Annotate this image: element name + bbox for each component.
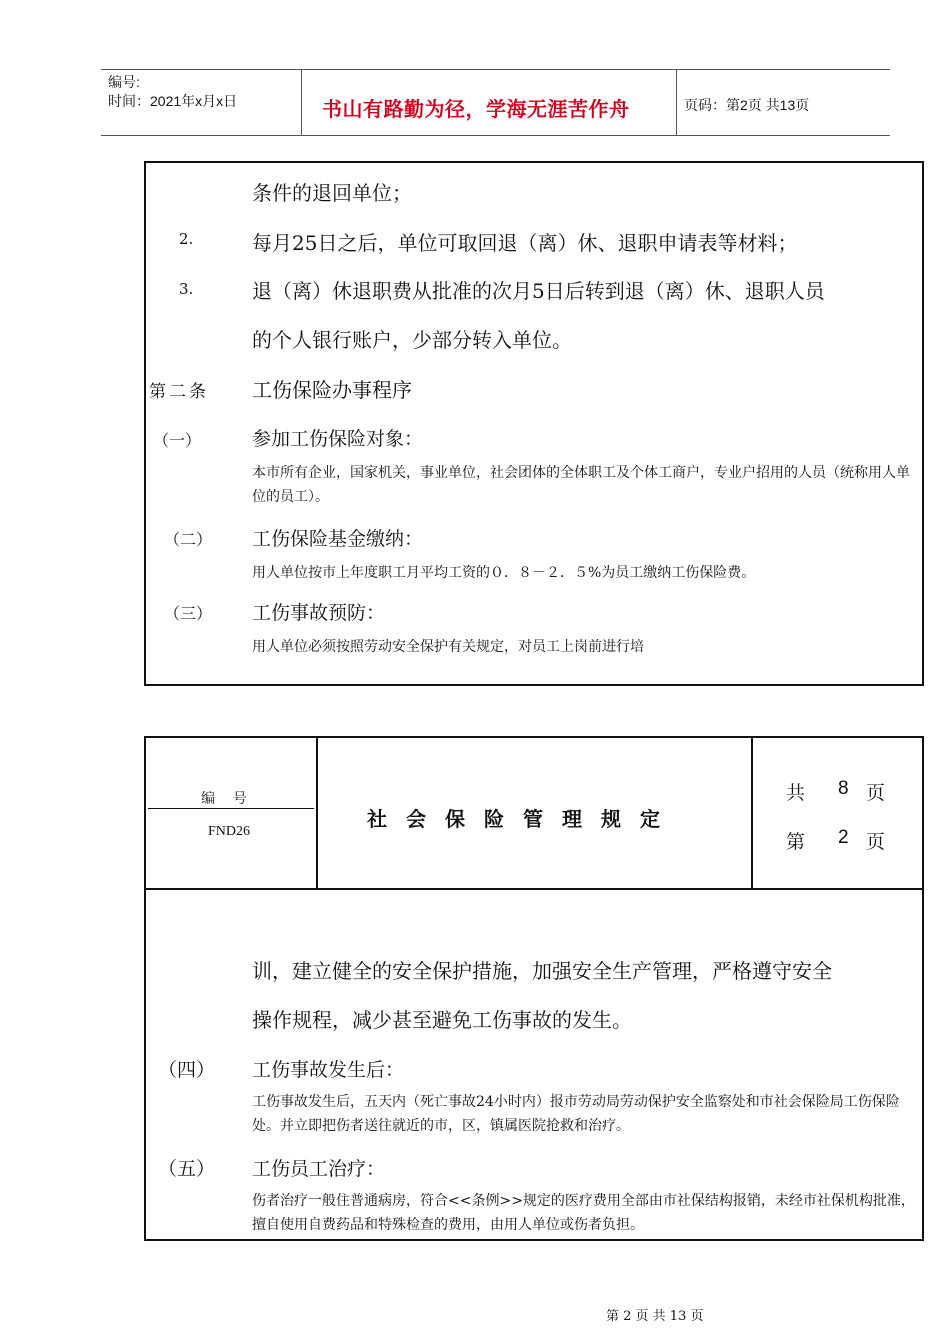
paragraph-line: 操作规程，减少甚至避免工伤事故的发生。	[252, 1008, 632, 1032]
item-text: 退（离）休退职费从批准的次月5日后转到退（离）休、退职人员	[252, 279, 825, 303]
section-title: 工伤事故发生后：	[252, 1059, 405, 1081]
header-divider	[301, 69, 302, 135]
page-footer: 第 2 页 共 13 页	[606, 1309, 704, 1324]
section-body: 用人单位必须按照劳动安全保护有关规定，对员工上岗前进行培	[252, 639, 644, 655]
header-page-info: 页码：第2页 共13页	[684, 97, 810, 113]
header-time: 时间：2021年x月x日	[108, 93, 238, 109]
header-divider	[676, 69, 677, 135]
section-body: 用人单位按市上年度职工月平均工资的０．８－２．５%为员工缴纳工伤保险费。	[252, 565, 756, 581]
total-pages-unit: 页	[866, 782, 886, 804]
current-page-label: 第	[786, 831, 806, 853]
section-label: （一）	[153, 431, 202, 450]
header-code-label: 编号:	[108, 74, 140, 90]
article-label: 第二条	[149, 382, 209, 402]
item-number: 3.	[179, 280, 194, 298]
section-title: 工伤事故预防：	[252, 602, 386, 624]
section-label: （三）	[164, 604, 213, 623]
paragraph-line: 条件的退回单位；	[252, 181, 412, 205]
table-divider	[316, 736, 318, 890]
table-divider	[751, 736, 753, 890]
header-motto: 书山有路勤为径，学海无涯苦作舟	[322, 97, 630, 121]
current-page-value: 2	[838, 827, 849, 848]
section-title: 工伤员工治疗：	[252, 1158, 386, 1180]
code-cell-divider	[148, 808, 314, 809]
section-label: （四）	[158, 1059, 216, 1081]
paragraph-line: 训，建立健全的安全保护措施，加强安全生产管理，严格遵守安全	[252, 959, 832, 983]
article-title: 工伤保险办事程序	[252, 378, 412, 402]
section-label: （二）	[164, 530, 213, 549]
header-top-rule	[101, 69, 890, 70]
item-number: 2.	[179, 230, 194, 248]
item-text-continued: 的个人银行账户，少部分转入单位。	[252, 328, 572, 352]
item-text: 每月25日之后，单位可取回退（离）休、退职申请表等材料；	[252, 231, 798, 255]
total-pages-label: 共	[786, 782, 806, 804]
section-label: （五）	[158, 1158, 216, 1180]
total-pages-value: 8	[838, 778, 849, 799]
form-code-label: 编 号	[201, 791, 247, 807]
section-body: 本市所有企业，国家机关，事业单位，社会团体的全体职工及个体工商户，专业户招用的人员（统称用人单位的员工）。	[252, 465, 910, 505]
header-bottom-rule	[101, 135, 890, 136]
section-title: 工伤保险基金缴纳：	[252, 528, 424, 550]
form-code-value: FND26	[208, 824, 251, 839]
section-body: 工伤事故发生后，五天内（死亡事故24小时内）报市劳动局劳动保护安全监察处和市社会保险局工伤保险处。并立即把伤者送往就近的市，区，镇属医院抢救和治疗。	[252, 1094, 900, 1134]
current-page-unit: 页	[866, 831, 886, 853]
document-title: 社会保险管理规定	[367, 807, 679, 831]
section-body: 伤者治疗一般住普通病房，符合<<条例>>规定的医疗费用全部由市社保结构报销，未经市社保机构批准，擅自使用自费药品和特殊检查的费用，由用人单位或伤者负担。	[252, 1193, 915, 1233]
section-title: 参加工伤保险对象：	[252, 428, 424, 450]
